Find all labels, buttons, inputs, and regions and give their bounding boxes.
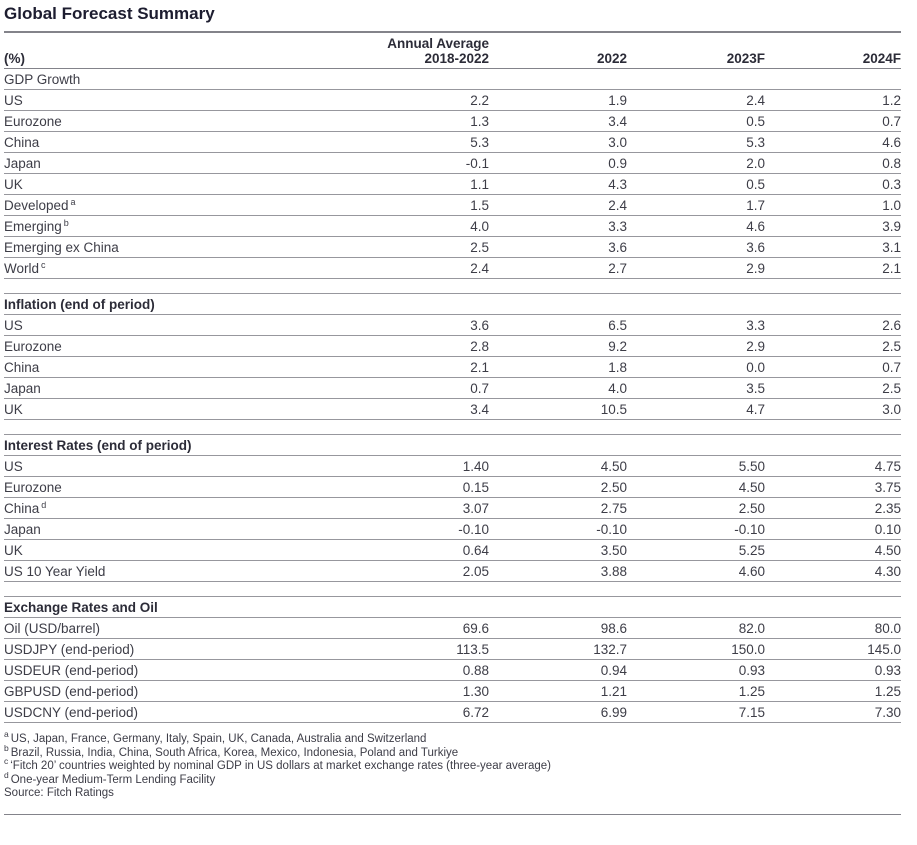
table-row — [4, 618, 901, 639]
value-cell: 1.5 — [470, 198, 489, 213]
row-label-cell — [4, 132, 350, 153]
row-label: UK — [4, 402, 23, 417]
value-cell: 3.88 — [600, 564, 627, 579]
value-cell: 80.0 — [874, 621, 901, 636]
row-label: Emerging — [4, 219, 62, 234]
footnotes — [4, 729, 901, 801]
table-row — [4, 132, 901, 153]
row-label-cell — [4, 618, 350, 639]
section-header-row — [4, 597, 901, 618]
value-cell: 1.9 — [608, 93, 627, 108]
row-label-cell — [4, 216, 350, 237]
footnote-marker: a — [70, 196, 76, 207]
value-cell: 1.7 — [746, 198, 765, 213]
value-cell: 7.30 — [874, 705, 901, 720]
value-cell: -0.10 — [596, 522, 627, 537]
section-header: Exchange Rates and Oil — [4, 600, 158, 615]
row-label-cell — [4, 498, 350, 519]
value-cell: 4.6 — [882, 135, 901, 150]
table-row — [4, 639, 901, 660]
value-cell: 0.94 — [600, 663, 627, 678]
row-label: Eurozone — [4, 114, 62, 129]
value-cell: 3.6 — [470, 318, 489, 333]
row-label-cell — [4, 477, 350, 498]
value-cell: 2.1 — [882, 261, 901, 276]
row-label-cell — [4, 540, 350, 561]
row-label: US 10 Year Yield — [4, 564, 106, 579]
value-cell: 0.93 — [874, 663, 901, 678]
value-cell: 2.5 — [882, 339, 901, 354]
table-row — [4, 519, 901, 540]
col-header-2022: 2022 — [596, 51, 627, 66]
value-cell: 2.75 — [600, 501, 627, 516]
value-cell: 0.9 — [608, 156, 627, 171]
value-cell: 0.15 — [462, 480, 489, 495]
value-cell: 0.7 — [882, 114, 901, 129]
table-row — [4, 153, 901, 174]
row-label: GBPUSD (end-period) — [4, 684, 139, 699]
row-label: US — [4, 318, 23, 333]
value-cell: 4.0 — [470, 219, 489, 234]
value-cell: 0.10 — [874, 522, 901, 537]
value-cell: 5.3 — [746, 135, 765, 150]
page-title: Global Forecast Summary — [4, 4, 215, 23]
table-row — [4, 540, 901, 561]
row-label: Emerging ex China — [4, 240, 119, 255]
footnote-marker: c — [41, 259, 46, 270]
value-cell: 3.07 — [462, 501, 489, 516]
value-cell: 4.60 — [738, 564, 765, 579]
table-row — [4, 174, 901, 195]
section-spacer — [4, 279, 901, 294]
value-cell: 3.75 — [874, 480, 901, 495]
value-cell: 2.0 — [746, 156, 765, 171]
table-row — [4, 111, 901, 132]
value-cell: 145.0 — [867, 642, 901, 657]
value-cell: 3.6 — [746, 240, 765, 255]
row-label: China — [4, 501, 40, 516]
row-label-cell — [4, 456, 350, 477]
value-cell: 2.7 — [608, 261, 627, 276]
value-cell: 2.8 — [470, 339, 489, 354]
footnote-marker: b — [63, 217, 69, 228]
value-cell: 1.25 — [738, 684, 765, 699]
table-row — [4, 357, 901, 378]
row-label: Japan — [4, 156, 41, 171]
value-cell: 82.0 — [738, 621, 765, 636]
table-row — [4, 258, 901, 279]
value-cell: 3.6 — [608, 240, 627, 255]
value-cell: 2.9 — [746, 339, 765, 354]
column-header-row — [4, 32, 901, 69]
value-cell: 2.50 — [600, 480, 627, 495]
table-row — [4, 378, 901, 399]
unit-label: (%) — [4, 51, 25, 66]
value-cell: 0.7 — [882, 360, 901, 375]
section-header: Inflation (end of period) — [4, 297, 155, 312]
table-body — [4, 69, 901, 723]
value-cell: 2.5 — [470, 240, 489, 255]
value-cell: 2.4 — [470, 261, 489, 276]
row-label-cell — [4, 399, 350, 420]
row-label: Japan — [4, 381, 41, 396]
value-cell: 132.7 — [593, 642, 627, 657]
value-cell: 0.3 — [882, 177, 901, 192]
table-row — [4, 681, 901, 702]
col-header-annual-average — [350, 32, 489, 69]
value-cell: 3.4 — [470, 402, 489, 417]
value-cell: 10.5 — [600, 402, 627, 417]
value-cell: -0.10 — [734, 522, 765, 537]
table-header — [4, 32, 901, 69]
value-cell: 6.99 — [600, 705, 627, 720]
value-cell: -0.1 — [465, 156, 489, 171]
table-row — [4, 336, 901, 357]
table-row — [4, 237, 901, 258]
table-row — [4, 660, 901, 681]
row-label-cell — [4, 519, 350, 540]
value-cell: 1.2 — [882, 93, 901, 108]
table-row — [4, 498, 901, 519]
footnote-marker: b — [4, 742, 9, 753]
footnote-line — [4, 729, 901, 747]
forecast-table — [4, 31, 901, 723]
value-cell: 4.50 — [874, 543, 901, 558]
value-cell: 4.7 — [746, 402, 765, 417]
value-cell: 3.0 — [882, 402, 901, 417]
value-cell: 2.6 — [882, 318, 901, 333]
value-cell: 0.0 — [746, 360, 765, 375]
value-cell: 9.2 — [608, 339, 627, 354]
value-cell: 3.5 — [746, 381, 765, 396]
row-label: World — [4, 261, 40, 276]
footnote-line — [4, 742, 901, 761]
value-cell: 7.15 — [738, 705, 765, 720]
value-cell: 6.5 — [608, 318, 627, 333]
section-header: Interest Rates (end of period) — [4, 438, 192, 453]
value-cell: 3.0 — [608, 135, 627, 150]
row-label: Japan — [4, 522, 41, 537]
col-header-2023f: 2023F — [726, 51, 765, 66]
value-cell: 0.88 — [462, 663, 489, 678]
footnote-text: One-year Medium-Term Lending Facility — [10, 773, 216, 786]
col-header-2024f: 2024F — [862, 51, 901, 66]
row-label-cell — [4, 153, 350, 174]
value-cell: 5.3 — [470, 135, 489, 150]
section-spacer — [4, 582, 901, 597]
table-row — [4, 561, 901, 582]
value-cell: 3.3 — [746, 318, 765, 333]
footnote-text: Brazil, Russia, India, China, South Africa, Korea, Mexico, Indonesia, Poland and Turkiye — [10, 746, 459, 759]
value-cell: 4.50 — [600, 459, 627, 474]
row-label: UK — [4, 543, 23, 558]
table-row — [4, 702, 901, 723]
footnote-text: US, Japan, France, Germany, Italy, Spain, UK, Canada, Australia and Switzerland — [10, 733, 427, 745]
table-row — [4, 399, 901, 420]
value-cell: 1.21 — [600, 684, 627, 699]
section-header-row — [4, 294, 901, 315]
annual-average-line2: 2018-2022 — [424, 51, 489, 66]
row-label: US — [4, 93, 23, 108]
row-label: UK — [4, 177, 23, 192]
value-cell: 2.05 — [462, 564, 489, 579]
row-label-cell — [4, 681, 350, 702]
row-label-cell — [4, 258, 350, 279]
row-label: Eurozone — [4, 339, 62, 354]
table-row — [4, 315, 901, 336]
section-spacer — [4, 420, 901, 435]
value-cell: 4.50 — [738, 480, 765, 495]
row-label-cell — [4, 336, 350, 357]
row-label-cell — [4, 90, 350, 111]
row-label-cell — [4, 111, 350, 132]
footnote-line — [4, 769, 901, 788]
row-label: Oil (USD/barrel) — [4, 621, 101, 636]
row-label-cell — [4, 702, 350, 723]
row-label-cell — [4, 315, 350, 336]
value-cell: 5.25 — [738, 543, 765, 558]
row-label: US — [4, 459, 23, 474]
table-row — [4, 195, 901, 216]
value-cell: 1.0 — [882, 198, 901, 213]
value-cell: 1.40 — [462, 459, 489, 474]
row-label-cell — [4, 660, 350, 681]
footnote-line — [4, 787, 901, 801]
section-header-row — [4, 69, 901, 90]
row-label-cell — [4, 378, 350, 399]
value-cell: 6.72 — [462, 705, 489, 720]
footnote-marker: d — [41, 499, 47, 510]
value-cell: 113.5 — [456, 642, 489, 657]
row-label-cell — [4, 561, 350, 582]
row-label: USDEUR (end-period) — [4, 663, 139, 678]
value-cell: 0.5 — [746, 177, 765, 192]
value-cell: 4.0 — [608, 381, 627, 396]
row-label: China — [4, 360, 40, 375]
section-header-row — [4, 435, 901, 456]
value-cell: 2.9 — [746, 261, 765, 276]
row-label: USDJPY (end-period) — [4, 642, 135, 657]
value-cell: 3.4 — [608, 114, 627, 129]
value-cell: 2.2 — [470, 93, 489, 108]
value-cell: 3.3 — [608, 219, 627, 234]
value-cell: 1.8 — [608, 360, 627, 375]
value-cell: 98.6 — [600, 621, 627, 636]
value-cell: 150.0 — [731, 642, 765, 657]
value-cell: 2.50 — [738, 501, 765, 516]
row-label: Eurozone — [4, 480, 62, 495]
value-cell: 1.30 — [462, 684, 489, 699]
value-cell: 2.35 — [874, 501, 901, 516]
row-label-cell — [4, 195, 350, 216]
footnote-line — [4, 756, 901, 774]
row-label: China — [4, 135, 40, 150]
annual-average-line1: Annual Average — [387, 36, 489, 51]
footnote-text: ‘Fitch 20’ countries weighted by nominal GDP in US dollars at market exchange rates (three-year average) — [10, 760, 552, 772]
value-cell: 2.4 — [746, 93, 765, 108]
value-cell: 0.64 — [462, 543, 489, 558]
footnote-marker: d — [4, 769, 9, 780]
value-cell: 0.7 — [470, 381, 489, 396]
value-cell: 4.6 — [746, 219, 765, 234]
value-cell: 1.3 — [470, 114, 489, 129]
value-cell: 69.6 — [462, 621, 489, 636]
footnote-marker: a — [4, 729, 9, 740]
value-cell: 4.3 — [608, 177, 627, 192]
value-cell: 4.75 — [874, 459, 901, 474]
value-cell: 0.5 — [746, 114, 765, 129]
row-label: USDCNY (end-period) — [4, 705, 139, 720]
row-label-cell — [4, 237, 350, 258]
value-cell: 4.30 — [874, 564, 901, 579]
value-cell: 1.25 — [874, 684, 901, 699]
value-cell: 2.1 — [470, 360, 489, 375]
bottom-rule — [4, 814, 901, 815]
value-cell: -0.10 — [458, 522, 489, 537]
row-label-cell — [4, 639, 350, 660]
table-row — [4, 456, 901, 477]
table-row — [4, 216, 901, 237]
value-cell: 1.1 — [470, 177, 489, 192]
footnote-text: Source: Fitch Ratings — [4, 787, 114, 799]
footnote-marker: c — [4, 756, 9, 767]
value-cell: 5.50 — [738, 459, 765, 474]
row-label: Developed — [4, 198, 69, 213]
row-label-cell — [4, 174, 350, 195]
table-row — [4, 90, 901, 111]
value-cell: 2.4 — [608, 198, 627, 213]
section-header: GDP Growth — [4, 72, 81, 87]
table-row — [4, 477, 901, 498]
value-cell: 3.1 — [882, 240, 901, 255]
value-cell: 0.8 — [882, 156, 901, 171]
value-cell: 3.9 — [882, 219, 901, 234]
value-cell: 3.50 — [600, 543, 627, 558]
value-cell: 0.93 — [738, 663, 765, 678]
row-label-cell — [4, 357, 350, 378]
value-cell: 2.5 — [882, 381, 901, 396]
